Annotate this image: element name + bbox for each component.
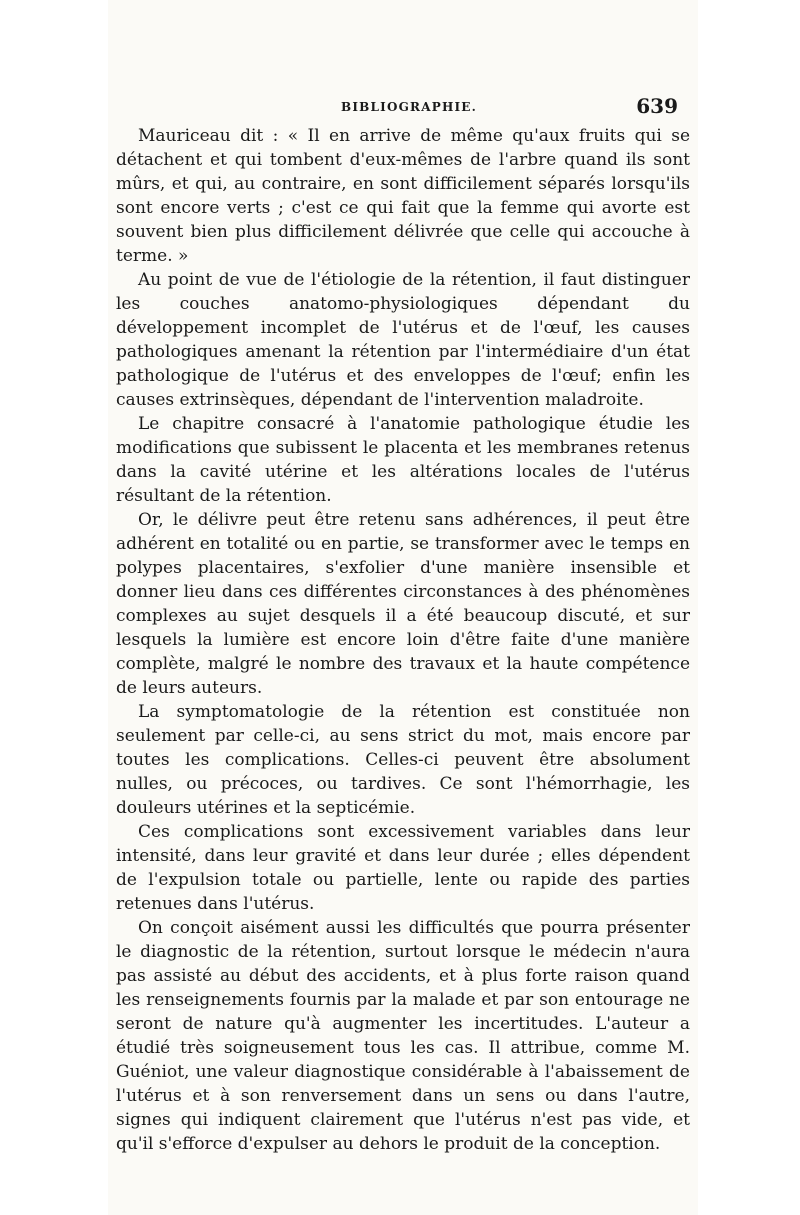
body-text: [116, 124, 690, 1156]
paragraph: Ces complications sont excessivement variables dans leur intensité, dans leur gravité et dans leur durée ; elles dépendent de l'expulsion totale ou partielle, lente ou rapide des parties retenues dans l'utérus.: [116, 822, 690, 914]
paragraph: Au point de vue de l'étiologie de la rétention, il faut distinguer les couches anatomo-physiologiques dépendant du développement incomplet de l'utérus et de l'œuf, les causes pathologiques amenant la rétention par l'intermédiaire d'un état pathologique de l'utérus et des enveloppes de l'œuf; enfin les causes extrinsèques, dépendant de l'intervention maladroite.: [116, 270, 690, 410]
paragraph: La symptomatologie de la rétention est constituée non seulement par celle-ci, au sens strict du mot, mais encore par toutes les complications. Celles-ci peuvent être absolument nulles, ou précoces, ou tardives. Ce sont l'hémorrhagie, les douleurs utérines et la septicémie.: [116, 702, 690, 818]
running-header: [108, 92, 686, 120]
paragraph: Le chapitre consacré à l'anatomie pathologique étudie les modifications que subissent le placenta et les membranes retenus dans la cavité utérine et les altérations locales de l'utérus résultant de la rétention.: [116, 414, 690, 506]
running-title: BIBLIOGRAPHIE.: [341, 100, 478, 114]
paragraph: Mauriceau dit : « Il en arrive de même qu'aux fruits qui se détachent et qui tombent d'eux-mêmes de l'arbre quand ils sont mûrs, et qui, au contraire, en sont difficilement séparés lorsqu'ils sont encore verts ; c'est ce qui fait que la femme qui avorte est souvent bien plus difficilement délivrée que celle qui accouche à terme. »: [116, 126, 690, 266]
book-page: [108, 0, 698, 1215]
paragraph: On conçoit aisément aussi les difficultés que pourra présenter le diagnostic de la rétention, surtout lorsque le médecin n'aura pas assisté au début des accidents, et à plus forte raison quand les renseignements fournis par la malade et par son entourage ne seront de nature qu'à augmenter les incertitudes. L'auteur a étudié très soigneusement tous les cas. Il attribue, comme M. Guéniot, une valeur diagnostique considérable à l'abaissement de l'utérus et à son renversement dans un sens ou dans l'autre, signes qui indiquent clairement que l'utérus n'est pas vide, et qu'il s'efforce d'expulser au dehors le produit de la conception.: [116, 918, 690, 1154]
paragraph: Or, le délivre peut être retenu sans adhérences, il peut être adhérent en totalité ou en partie, se transformer avec le temps en polypes placentaires, s'exfolier d'une manière insensible et donner lieu dans ces différentes circonstances à des phénomènes complexes au sujet desquels il a été beaucoup discuté, et sur lesquels la lumière est encore loin d'être faite d'une manière complète, malgré le nombre des travaux et la haute compétence de leurs auteurs.: [116, 510, 690, 698]
page-number: 639: [636, 94, 678, 118]
